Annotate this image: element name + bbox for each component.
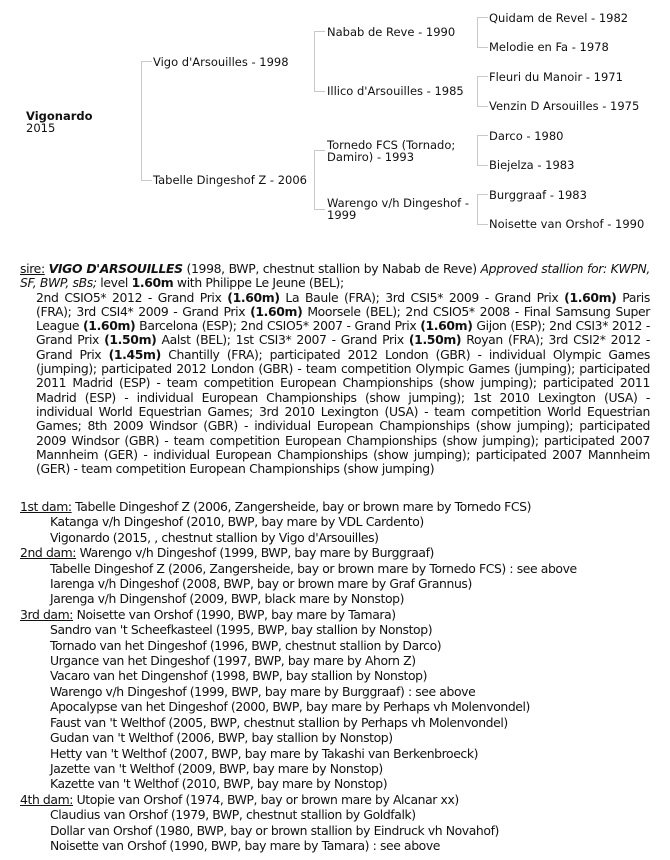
result-item [240,318,549,333]
tree-connector [477,76,488,107]
tree-connector [477,194,488,225]
sire-performance [36,291,650,477]
dam-label: 2nd dam: [20,545,77,561]
result-venue: Barcelona (ESP); [135,318,241,334]
sire-label: sire: [20,261,45,276]
result-height: (1.60m) [227,289,280,305]
dam-name: Warengo v/h Dingeshof (1999, BWP, bay mare by Burggraaf) [76,545,434,561]
tree-connector [477,135,488,166]
result-height: (1.60m) [420,318,473,334]
gen3-node[interactable]: Fleuri du Manoir - 1971 [489,70,623,84]
gen3-node[interactable]: Noisette van Orshof - 1990 [489,217,645,231]
sire-name: VIGO D'ARSOUILLES [48,261,183,276]
gen3-node[interactable]: Quidam de Revel - 1982 [489,11,629,25]
result-event: 2nd CSIO5* 2008 - Final Samsung Super League [36,303,650,334]
championship-results: participated 2012 London (GBR) - individual Olympic Games (jumping); participated 2012 London (GBR) - team competition Olympic Games (jumping); participated 2011 Madrid (ESP) - team competition European Championships (show jumping); participated 2011 Madrid (ESP) - individual European Championships (show jumping); 1st 2010 Lexington (USA) - individual World Equestrian Games; 3rd 2010 Lexington (USA) - team competition World Equestrian Games; 8th 2009 Windsor (GBR) - individual European Championships (show jumping); participated 2009 Windsor (GBR) - team competition European Championships (show jumping); participated 2007 Mannheim (GER) - individual European Championships (show jumping); participated 2007 Mannheim (GER) - team competition European Championships (show jumping) [36,346,650,477]
dam-name: Utopie van Orshof (1974, BWP, bay or brown mare by Alcanar xx) [73,791,459,807]
result-venue: Gijon (ESP); [472,318,550,334]
sire-approved: Approved stallion for: KWPN, SF, BWP, sBs; [20,261,650,291]
maternal-grandsire-node[interactable]: Tornedo FCS (Tornado; Damiro) - 1993 [327,138,456,164]
result-venue: La Baule (FRA); [279,289,386,305]
sire-level: 1.60m [131,275,174,291]
tree-connector [477,17,488,48]
result-height: (1.45m) [108,346,161,362]
subject-year: 2015 [26,121,56,135]
pedigree-tree [0,0,670,240]
dam-label: 1st dam: [20,499,72,514]
result-venue: Moorsele (BEL); [302,303,406,319]
sire-summary [20,262,650,291]
offspring-item: Warengo v/h Dingeshof (1999, BWP, bay mare by Burggraaf) : see above [50,683,476,699]
result-item [36,290,385,305]
result-event: 3rd CSI2* 2012 - Grand Prix [36,332,650,362]
result-event: 2nd CSIO5* 2012 - Grand Prix [36,289,228,305]
offspring-item: Sandro van 't Scheefkasteel (1995, BWP, bay stallion by Nonstop) [50,622,433,638]
result-height: (1.60m) [250,303,303,319]
tree-connector [314,31,325,92]
dam-name: Tabelle Dingeshof Z (2006, Zangersheide, bay or brown mare by Tornedo FCS) [71,499,532,514]
result-height: (1.50m) [104,332,157,348]
tree-connector [314,150,325,210]
result-venue: Paris (FRA); [36,289,650,319]
offspring-item: Kazette van 't Welthof (2010, BWP, bay mare by Nonstop) [50,776,388,792]
result-item [76,304,405,319]
offspring-item: Tabelle Dingeshof Z (2006, Zangersheide, bay or brown mare by Tornedo FCS) : see above [50,560,577,576]
dam-label: 4th dam: [20,791,74,807]
offspring-item: Tornado van het Dingeshof (1996, BWP, chestnut stallion by Darco) [50,637,442,653]
gen3-node[interactable]: Melodie en Fa - 1978 [489,40,609,54]
offspring-item: Faust van 't Welthof (2005, BWP, chestnut stallion by Perhaps vh Molenvondel) [50,714,508,730]
gen3-node[interactable]: Venzin D Arsouilles - 1975 [489,99,640,113]
gen3-node[interactable]: Burggraaf - 1983 [489,188,587,202]
offspring-item: Noisette van Orshof (1990, BWP, bay mare by Tamara) : see above [50,837,440,853]
paternal-grandsire-node[interactable]: Nabab de Reve - 1990 [327,25,456,39]
offspring-item: Apocalypse van het Dingeshof (2000, BWP, bay mare by Perhaps vh Molenvondel) [50,699,530,715]
offspring-item: Vacaro van het Dingenshof (1998, BWP, bay stallion by Nonstop) [50,668,428,684]
dam-line-section [20,499,660,853]
offspring-item: Katanga v/h Dingeshof (2010, BWP, bay mare by VDL Cardento) [50,514,424,530]
sire-level-prefix: level [96,275,132,291]
result-event: 3rd CSI5* 2009 - Grand Prix [385,289,565,305]
dam-entry [20,545,660,560]
result-venue: Aalst (BEL); [156,332,236,348]
dam-entry [20,499,660,514]
paternal-granddam-node[interactable]: Illico d'Arsouilles - 1985 [327,84,464,98]
dam-entry [20,792,660,807]
dam-label: 3rd dam: [20,606,74,622]
result-height: (1.60m) [564,289,617,305]
offspring-item: Claudius van Orshof (1979, BWP, chestnut stallion by Goldfalk) [50,807,416,823]
result-height: (1.50m) [408,332,462,348]
offspring-item: Vigonardo (2015, , chestnut stallion by Vigo d'Arsouilles) [50,529,379,545]
offspring-item: Dollar van Orshof (1980, BWP, bay or brown stallion by Eindruck vh Novahof) [50,822,499,838]
offspring-item: Jarenga v/h Dingenshof (2009, BWP, black mare by Nonstop) [50,591,405,607]
gen3-node[interactable]: Biejelza - 1983 [489,158,575,172]
result-item [236,332,549,347]
result-venue: Royan (FRA); [461,332,549,348]
offspring-item: Hetty van 't Welthof (2007, BWP, bay mare by Takashi van Berkenbroeck) [50,745,479,761]
offspring-item: Jazette van 't Welthof (2009, BWP, bay mare by Nonstop) [50,760,383,776]
dam-name: Noisette van Orshof (1990, BWP, bay mare by Tamara) [73,606,396,622]
sire-rider: with Philippe Le Jeune (BEL); [173,275,344,291]
tree-connector [141,61,152,181]
gen3-node[interactable]: Darco - 1980 [489,129,564,143]
sire-node[interactable]: Vigo d'Arsouilles - 1998 [153,55,289,69]
subject-name: Vigonardo [26,109,93,123]
result-height: (1.60m) [82,318,136,334]
offspring-item: Urgance van het Dingeshof (1997, BWP, bay mare by Ahorn Z) [50,653,416,669]
result-event: 2nd CSI3* 2012 - Grand Prix [36,318,650,348]
dam-entry [20,607,660,622]
result-event: 3rd CSI4* 2009 - Grand Prix [76,303,251,319]
result-venue: Chantilly (FRA); [160,346,270,362]
sire-details: (1998, BWP, chestnut stallion by Nabab de Reve) [182,261,481,276]
result-event: 1st CSI3* 2007 - Grand Prix [235,332,409,348]
offspring-item: Iarenga v/h Dingeshof (2008, BWP, bay or brown mare by Graf Grannus) [50,576,472,592]
result-event: 2nd CSIO5* 2007 - Grand Prix [240,318,421,334]
subject-horse [26,110,93,134]
dam-node[interactable]: Tabelle Dingeshof Z - 2006 [153,173,308,187]
sire-section [20,262,650,476]
maternal-granddam-node[interactable]: Warengo v/h Dingeshof - 1999 [327,196,470,222]
offspring-item: Gudan van 't Welthof (2006, BWP, bay stallion by Nonstop) [50,730,393,746]
